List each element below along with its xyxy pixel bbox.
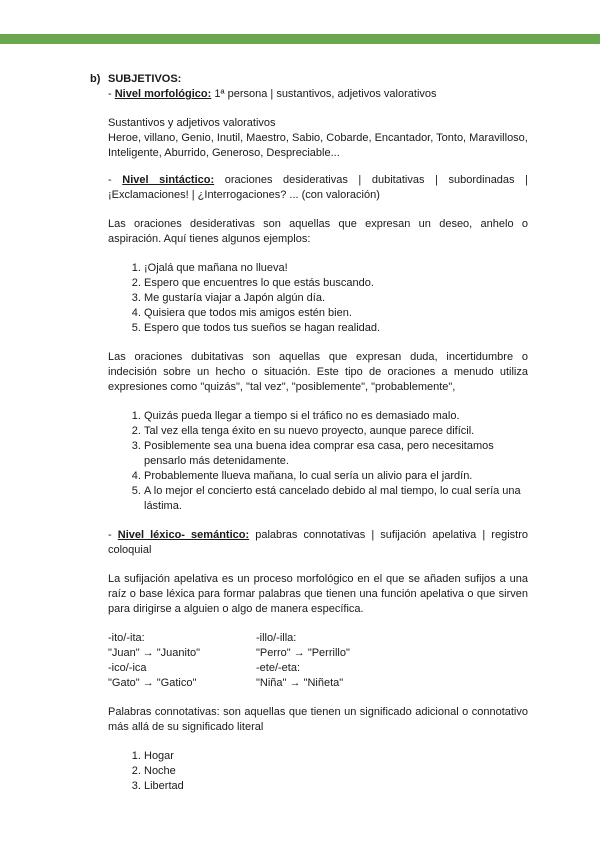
suffix-right: "Perro" → "Perrillo" <box>256 647 350 659</box>
dash: - <box>108 88 115 100</box>
suffix-right: "Niña" → "Niñeta" <box>256 677 344 689</box>
dubitativas-list <box>108 409 528 514</box>
list-item: 2. Espero que encuentres lo que estás buscando. <box>144 276 528 291</box>
connotativas-paragraph: Palabras connotativas: son aquellas que tienen un significado adicional o connotativo más allá de su significado literal <box>108 706 528 733</box>
sufijacion-paragraph: La sufijación apelativa es un proceso morfológico en el que se añaden sufijos a una raíz o base léxica para formar palabras que tienen una función apelativa o que sirven para dirigirse a alguien o algo de manera específica. <box>108 573 528 615</box>
connotativas-list <box>108 749 528 794</box>
morfologico-words: Heroe, villano, Genio, Inutil, Maestro, Sabio, Cobarde, Encantador, Tonto, Maravilloso, Inteligente, Aburrido, Generoso, Despreciable... <box>108 132 528 159</box>
list-item: 3. Posiblemente sea una buena idea comprar esa casa, pero necesitamos pensarlo más detenidamente. <box>144 439 528 469</box>
document-body <box>90 72 528 794</box>
list-item: 2. Tal vez ella tenga éxito en su nuevo proyecto, aunque parece difícil. <box>144 424 528 439</box>
lexico-label: Nivel léxico- semántico: <box>117 529 250 541</box>
lexico-text: palabras connotativas | sufijación apelativa | registro coloquial <box>108 529 528 556</box>
suffix-left: -ico/-ica <box>108 662 147 674</box>
dubitativas-intro: Las oraciones dubitativas son aquellas que expresan duda, incertidumbre o indecisión sobre un hecho o situación. Este tipo de oraciones a menudo utiliza expresiones como "quizás", "tal vez", "posiblemente", "probablemente", <box>108 351 528 393</box>
morfologico-label: Nivel morfológico: <box>114 88 212 100</box>
suffix-left: "Juan" → "Juanito" <box>108 647 201 659</box>
sintactico-text: oraciones desiderativas | dubitativas | subordinadas | ¡Exclamaciones! | ¿Interrogaciones? ... (con valoración) <box>108 174 528 201</box>
suffix-left: "Gato" → "Gatico" <box>108 677 197 689</box>
top-green-bar <box>0 34 600 44</box>
dash: - <box>108 529 118 541</box>
list-item: 1. Hogar <box>144 749 528 764</box>
suffix-right: -ete/-eta: <box>256 662 301 674</box>
section-heading <box>90 72 181 87</box>
sintactico-line <box>108 173 528 203</box>
list-item: 4. Quisiera que todos mis amigos estén bien. <box>144 306 528 321</box>
morfologico-text: 1ª persona | sustantivos, adjetivos valorativos <box>211 88 437 100</box>
dash: - <box>108 174 123 186</box>
sintactico-label: Nivel sintáctico: <box>122 174 215 186</box>
list-item: 3. Me gustaría viajar a Japón algún día. <box>144 291 528 306</box>
suffix-examples <box>108 631 528 691</box>
morfologico-subtitle: Sustantivos y adjetivos valorativos <box>108 117 276 129</box>
list-item: 2. Noche <box>144 764 528 779</box>
desiderativas-intro: Las oraciones desiderativas son aquellas que expresan un deseo, anhelo o aspiración. Aquí tienes algunos ejemplos: <box>108 218 528 245</box>
suffix-right: -illo/-illa: <box>256 632 297 644</box>
list-item: 4. Probablemente llueva mañana, lo cual sería un alivio para el jardín. <box>144 469 528 484</box>
list-item: 5. A lo mejor el concierto está cancelado debido al mal tiempo, lo cual sería una lástima. <box>144 484 528 514</box>
lexico-line <box>108 528 528 558</box>
section-title: SUBJETIVOS: <box>108 73 182 85</box>
list-item: 1. ¡Ojalá que mañana no llueva! <box>144 261 528 276</box>
list-item: 5. Espero que todos tus sueños se hagan realidad. <box>144 321 528 336</box>
suffix-left: -ito/-ita: <box>108 632 145 644</box>
desiderativas-list <box>108 261 528 336</box>
morfologico-line <box>108 87 528 102</box>
list-item: 3. Libertad <box>144 779 528 794</box>
section-letter: b) <box>90 73 101 85</box>
list-item: 1. Quizás pueda llegar a tiempo si el tráfico no es demasiado malo. <box>144 409 528 424</box>
